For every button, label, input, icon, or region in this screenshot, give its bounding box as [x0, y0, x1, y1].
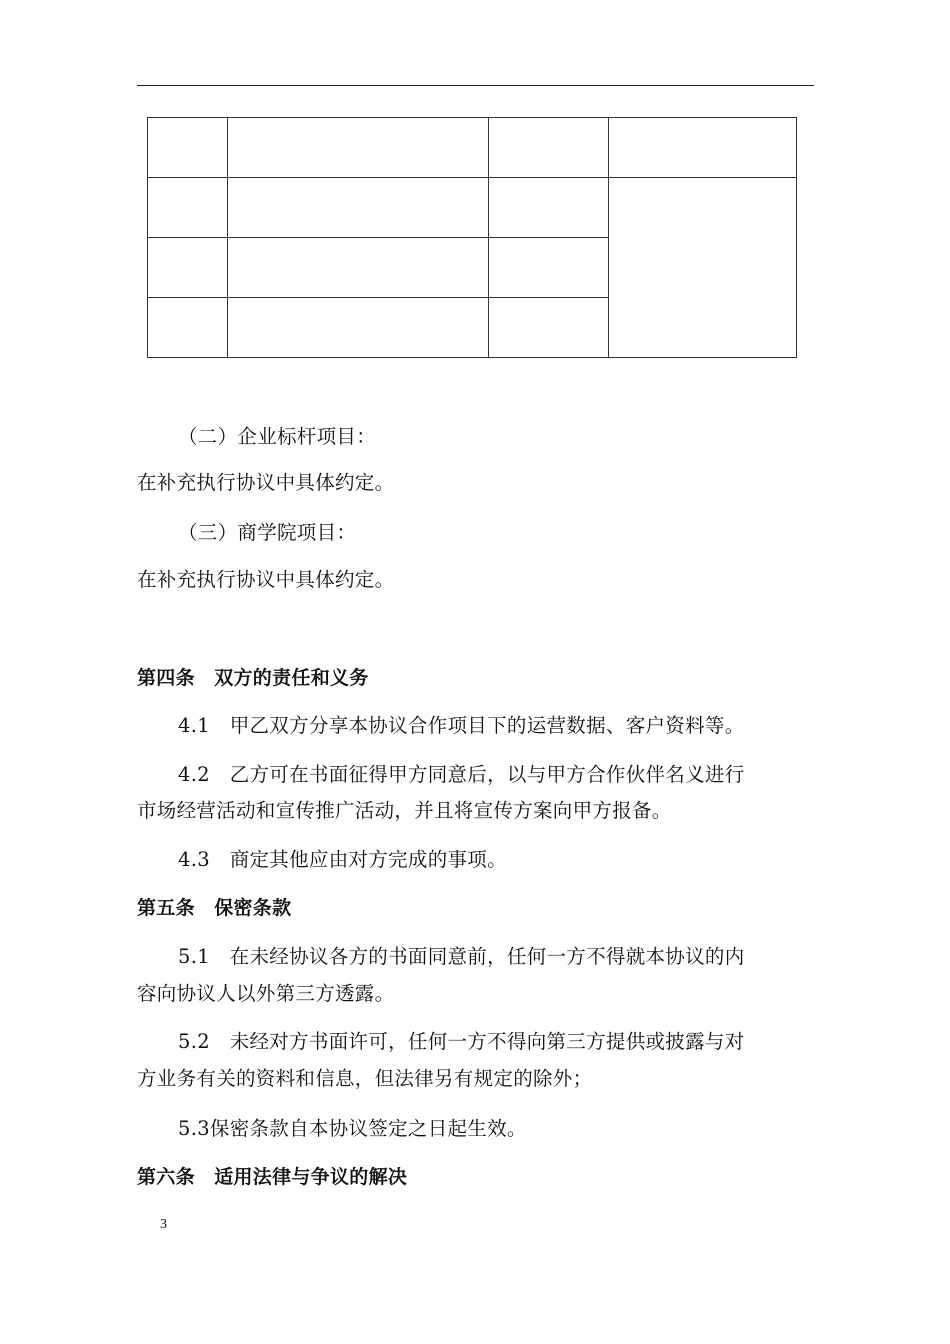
table-cell [148, 298, 228, 358]
clause-4-2-line1: 4.2 乙方可在书面征得甲方同意后，以与甲方合作伙伴名义进行 [178, 763, 745, 786]
table-cell-merged [609, 178, 797, 358]
table-cell [228, 178, 489, 238]
table-row [148, 118, 797, 178]
table-cell [489, 238, 609, 298]
table-cell [228, 298, 489, 358]
clause-5-3: 5.3保密条款自本协议签定之日起生效。 [178, 1117, 527, 1140]
page-number: 3 [160, 1217, 167, 1232]
clause-5-1-line2: 容向协议人以外第三方透露。 [137, 982, 395, 1005]
table-cell [489, 178, 609, 238]
table-row [148, 178, 797, 238]
table-cell [148, 178, 228, 238]
header-rule [137, 85, 814, 86]
clause-5-1-line1: 5.1 在未经协议各方的书面同意前，任何一方不得就本协议的内 [178, 945, 745, 968]
clause-5-2-line1: 5.2 未经对方书面许可，任何一方不得向第三方提供或披露与对 [178, 1030, 745, 1053]
table-cell [228, 238, 489, 298]
table-cell [489, 118, 609, 178]
table-cell [228, 118, 489, 178]
article-6-heading: 第六条 适用法律与争议的解决 [137, 1166, 408, 1188]
clause-4-3: 4.3 商定其他应由对方完成的事项。 [178, 848, 507, 871]
clause-4-2-line2: 市场经营活动和宣传推广活动，并且将宣传方案向甲方报备。 [137, 799, 672, 822]
clause-4-1: 4.1 甲乙双方分享本协议合作项目下的运营数据、客户资料等。 [178, 714, 745, 737]
table-cell [489, 298, 609, 358]
table-cell [148, 118, 228, 178]
clause-5-2-line2: 方业务有关的资料和信息，但法律另有规定的除外； [137, 1067, 593, 1090]
article-4-heading: 第四条 双方的责任和义务 [137, 667, 369, 689]
article-5-heading: 第五条 保密条款 [137, 897, 292, 919]
subsection-3-body: 在补充执行协议中具体约定。 [137, 568, 395, 591]
project-table [147, 117, 797, 358]
subsection-2-body: 在补充执行协议中具体约定。 [137, 471, 395, 494]
table-cell [609, 118, 797, 178]
table-cell [148, 238, 228, 298]
subsection-2-title: （二）企业标杆项目： [178, 425, 377, 448]
subsection-3-title: （三）商学院项目： [178, 521, 357, 544]
